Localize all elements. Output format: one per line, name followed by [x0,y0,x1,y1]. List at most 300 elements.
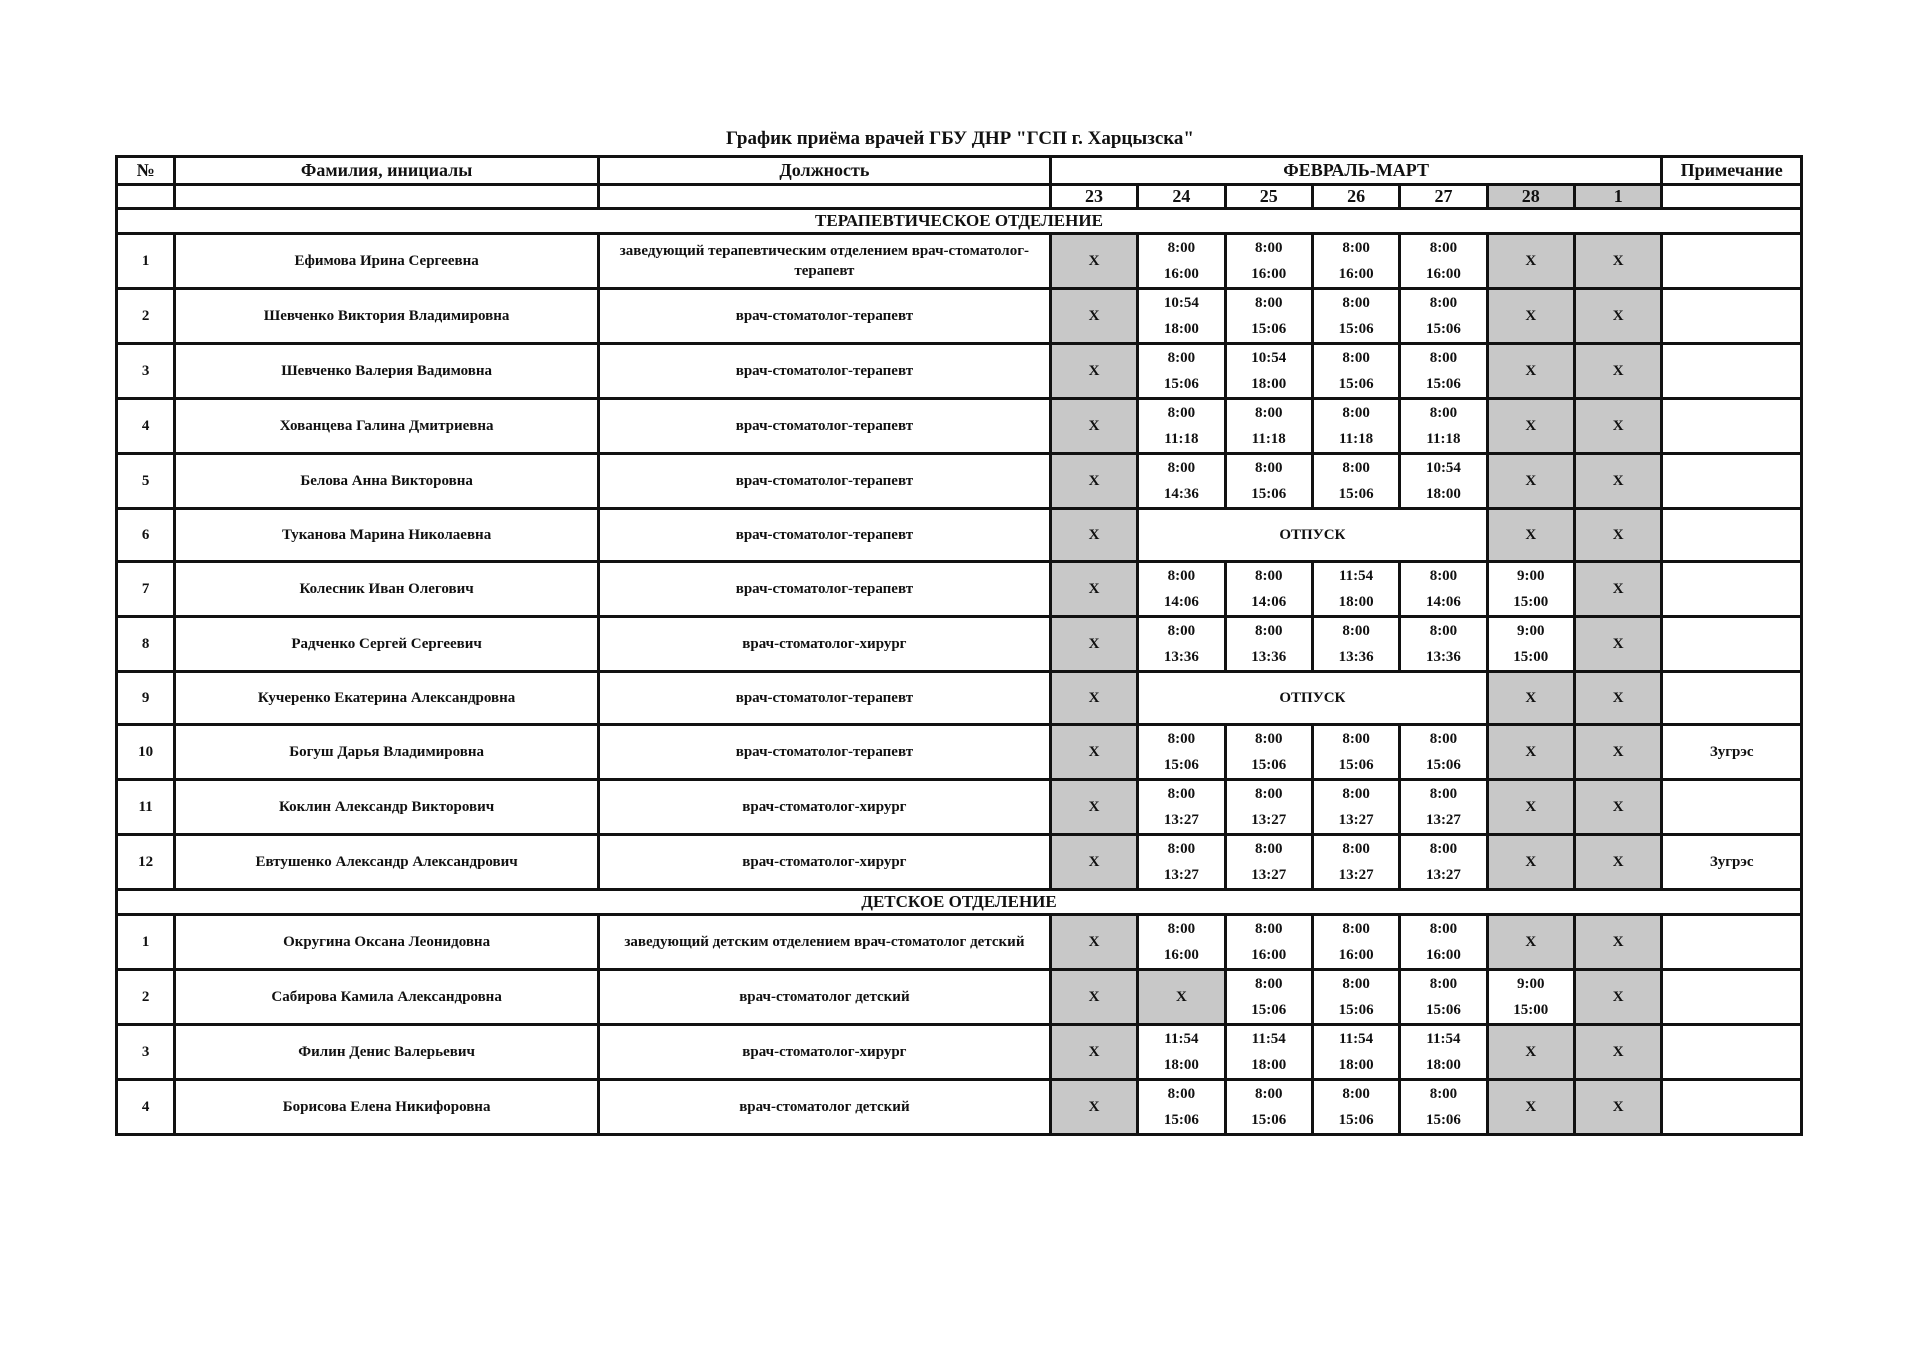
header-blank [598,185,1050,209]
hours-end: 13:27 [1251,812,1287,828]
hours-start: 8:00 [1342,350,1370,366]
header-period: ФЕВРАЛЬ-МАРТ [1050,157,1662,185]
day-off-cell: X [1487,399,1574,454]
hours-start: 8:00 [1342,1086,1370,1102]
hours-end: 18:00 [1338,594,1374,610]
doctor-name: Радченко Сергей Сергеевич [175,617,599,672]
doctor-name: Хованцева Галина Дмитриевна [175,399,599,454]
hours-cell [1400,915,1487,970]
hours-end: 15:06 [1425,1112,1461,1128]
hours-end: 14:06 [1251,594,1287,610]
day-off-cell: X [1138,970,1225,1025]
day-off-cell: X [1574,454,1661,509]
header-blank [117,185,175,209]
hours-start: 8:00 [1342,786,1370,802]
row-number: 9 [117,672,175,725]
hours-end: 14:06 [1163,594,1199,610]
doctor-name: Ефимова Ирина Сергеевна [175,234,599,289]
hours-start: 8:00 [1342,405,1370,421]
day-off-cell: X [1487,344,1574,399]
row-number: 3 [117,1025,175,1080]
day-off-cell: X [1050,725,1137,780]
day-header: 24 [1138,185,1225,209]
hours-end: 15:06 [1425,757,1461,773]
hours-cell [1312,454,1399,509]
section-row [117,209,1802,234]
doctor-name: Колесник Иван Олегович [175,562,599,617]
hours-cell [1312,289,1399,344]
hours-end: 11:18 [1426,431,1461,447]
row-number: 2 [117,289,175,344]
header-position: Должность [598,157,1050,185]
table-row [117,562,1802,617]
day-off-cell: X [1487,780,1574,835]
hours-cell [1225,1025,1312,1080]
hours-start: 8:00 [1254,460,1283,476]
hours-end: 16:00 [1425,266,1461,282]
hours-end: 13:27 [1338,867,1374,883]
hours-end: 13:27 [1425,812,1461,828]
hours-cell [1138,562,1225,617]
day-off-cell: X [1050,1025,1137,1080]
header-blank [1662,185,1802,209]
day-off-cell: X [1574,344,1661,399]
hours-end: 13:27 [1425,867,1461,883]
doctor-position: врач-стоматолог-хирург [598,835,1050,890]
hours-end: 18:00 [1251,376,1287,392]
day-off-cell: X [1574,835,1661,890]
header-name: Фамилия, инициалы [175,157,599,185]
hours-start: 8:00 [1254,841,1283,857]
hours-start: 8:00 [1342,623,1370,639]
hours-start: 10:54 [1425,460,1461,476]
table-row [117,289,1802,344]
hours-cell [1487,562,1574,617]
hours-cell [1225,562,1312,617]
table-row [117,915,1802,970]
hours-end: 16:00 [1163,947,1199,963]
vacation-cell: ОТПУСК [1138,509,1487,562]
hours-end: 16:00 [1163,266,1199,282]
doctor-name: Туканова Марина Николаевна [175,509,599,562]
hours-cell [1225,970,1312,1025]
hours-end: 16:00 [1425,947,1461,963]
row-note [1662,1080,1802,1135]
row-number: 4 [117,1080,175,1135]
doctor-position: врач-стоматолог-хирург [598,1025,1050,1080]
hours-cell [1312,780,1399,835]
hours-end: 13:27 [1163,812,1199,828]
row-number: 12 [117,835,175,890]
doctor-position: врач-стоматолог-терапевт [598,454,1050,509]
hours-start: 10:54 [1163,295,1199,311]
doctor-position: врач-стоматолог-терапевт [598,672,1050,725]
doctor-position: врач-стоматолог-терапевт [598,399,1050,454]
day-off-cell: X [1487,509,1574,562]
row-note [1662,562,1802,617]
hours-cell [1312,617,1399,672]
day-off-cell: X [1050,970,1137,1025]
hours-end: 15:06 [1163,1112,1199,1128]
doctor-name: Евтушенко Александр Александрович [175,835,599,890]
hours-end: 13:27 [1163,867,1199,883]
hours-cell [1400,780,1487,835]
row-number: 8 [117,617,175,672]
hours-cell [1400,1080,1487,1135]
table-row [117,1025,1802,1080]
hours-cell [1312,399,1399,454]
row-number: 3 [117,344,175,399]
hours-end: 16:00 [1338,947,1374,963]
row-note [1662,509,1802,562]
hours-cell [1225,835,1312,890]
row-number: 10 [117,725,175,780]
header-num: № [117,157,175,185]
hours-cell [1225,915,1312,970]
hours-cell [1138,289,1225,344]
hours-end: 13:27 [1251,867,1287,883]
hours-start: 8:00 [1254,786,1283,802]
row-note [1662,672,1802,725]
hours-cell [1138,399,1225,454]
doctor-name: Богуш Дарья Владимировна [175,725,599,780]
hours-start: 8:00 [1342,295,1370,311]
page-title: График приёма врачей ГБУ ДНР "ГСП г. Харцызска" [726,128,1194,149]
day-off-cell: X [1574,780,1661,835]
day-off-cell: X [1050,672,1137,725]
hours-start: 8:00 [1254,568,1283,584]
hours-start: 8:00 [1167,623,1196,639]
day-header: 26 [1312,185,1399,209]
hours-cell [1138,1025,1225,1080]
table-row [117,344,1802,399]
header-days-row [117,185,1802,209]
hours-cell [1400,970,1487,1025]
hours-end: 15:06 [1338,1002,1374,1018]
hours-cell [1138,234,1225,289]
hours-cell [1138,915,1225,970]
day-off-cell: X [1050,234,1137,289]
header-row [117,157,1802,185]
hours-end: 15:00 [1513,649,1549,665]
hours-end: 18:00 [1425,1057,1461,1073]
day-off-cell: X [1050,835,1137,890]
hours-start: 8:00 [1167,460,1196,476]
hours-end: 15:06 [1338,1112,1374,1128]
day-off-cell: X [1574,672,1661,725]
day-header: 28 [1487,185,1574,209]
doctor-position: врач-стоматолог-терапевт [598,562,1050,617]
hours-end: 15:06 [1251,1112,1287,1128]
hours-cell [1400,344,1487,399]
hours-start: 8:00 [1254,921,1283,937]
hours-cell [1400,835,1487,890]
hours-start: 8:00 [1254,295,1283,311]
day-off-cell: X [1050,915,1137,970]
hours-cell [1225,399,1312,454]
row-number: 1 [117,915,175,970]
hours-end: 16:00 [1338,266,1374,282]
hours-end: 16:00 [1251,947,1287,963]
row-note: Зугрэс [1662,725,1802,780]
hours-start: 8:00 [1342,731,1370,747]
hours-cell [1225,344,1312,399]
hours-cell [1138,780,1225,835]
hours-start: 10:54 [1251,350,1287,366]
hours-start: 8:00 [1254,731,1283,747]
day-off-cell: X [1050,780,1137,835]
day-off-cell: X [1574,1080,1661,1135]
hours-start: 8:00 [1429,976,1458,992]
hours-start: 8:00 [1254,623,1283,639]
hours-cell [1400,562,1487,617]
row-note [1662,1025,1802,1080]
hours-cell [1312,915,1399,970]
hours-start: 8:00 [1167,350,1196,366]
day-off-cell: X [1487,1080,1574,1135]
day-header: 1 [1574,185,1661,209]
hours-cell [1400,1025,1487,1080]
day-off-cell: X [1487,454,1574,509]
hours-start: 8:00 [1429,405,1458,421]
day-off-cell: X [1574,970,1661,1025]
day-off-cell: X [1574,562,1661,617]
day-off-cell: X [1487,725,1574,780]
hours-cell [1400,234,1487,289]
doctor-position: заведующий детским отделением врач-стоматолог детский [598,915,1050,970]
hours-start: 11:54 [1426,1031,1461,1047]
hours-end: 15:06 [1425,376,1461,392]
day-off-cell: X [1574,725,1661,780]
table-row [117,509,1802,562]
doctor-name: Сабирова Камила Александровна [175,970,599,1025]
hours-cell [1225,780,1312,835]
hours-end: 15:06 [1338,321,1374,337]
hours-start: 8:00 [1167,1086,1196,1102]
hours-start: 8:00 [1429,568,1458,584]
hours-start: 9:00 [1517,568,1545,584]
hours-start: 8:00 [1167,240,1196,256]
day-header: 23 [1050,185,1137,209]
day-off-cell: X [1574,915,1661,970]
hours-start: 8:00 [1429,240,1458,256]
hours-start: 9:00 [1517,976,1545,992]
hours-start: 8:00 [1254,240,1283,256]
doctor-position: врач-стоматолог-терапевт [598,289,1050,344]
hours-start: 8:00 [1429,731,1458,747]
hours-end: 15:06 [1425,321,1461,337]
doctor-name: Коклин Александр Викторович [175,780,599,835]
day-off-cell: X [1487,1025,1574,1080]
hours-end: 18:00 [1338,1057,1374,1073]
row-note [1662,780,1802,835]
hours-cell [1312,725,1399,780]
row-note [1662,344,1802,399]
hours-start: 8:00 [1342,921,1370,937]
hours-cell [1400,617,1487,672]
doctor-position: врач-стоматолог-терапевт [598,344,1050,399]
schedule-table [115,155,1803,1136]
day-off-cell: X [1050,509,1137,562]
hours-end: 15:06 [1251,757,1287,773]
day-off-cell: X [1487,835,1574,890]
hours-end: 15:06 [1338,486,1374,502]
day-off-cell: X [1574,617,1661,672]
hours-start: 11:54 [1251,1031,1286,1047]
hours-cell [1400,725,1487,780]
row-number: 2 [117,970,175,1025]
hours-start: 11:54 [1164,1031,1199,1047]
hours-end: 13:36 [1251,649,1287,665]
hours-cell [1138,725,1225,780]
hours-end: 11:18 [1164,431,1199,447]
hours-end: 13:36 [1425,649,1461,665]
doctor-position: врач-стоматолог-хирург [598,780,1050,835]
hours-end: 18:00 [1425,486,1461,502]
hours-start: 8:00 [1342,976,1370,992]
hours-cell [1138,835,1225,890]
hours-cell [1312,1025,1399,1080]
hours-end: 15:00 [1513,594,1549,610]
row-note [1662,915,1802,970]
day-off-cell: X [1050,562,1137,617]
doctor-position: врач-стоматолог-терапевт [598,725,1050,780]
row-note [1662,970,1802,1025]
hours-start: 11:54 [1339,568,1374,584]
row-number: 1 [117,234,175,289]
header-note: Примечание [1662,157,1802,185]
hours-cell [1225,617,1312,672]
hours-start: 9:00 [1517,623,1545,639]
hours-cell [1225,234,1312,289]
hours-end: 14:36 [1163,486,1199,502]
row-number: 7 [117,562,175,617]
doctor-name: Шевченко Виктория Владимировна [175,289,599,344]
day-off-cell: X [1050,1080,1137,1135]
hours-cell [1312,562,1399,617]
day-off-cell: X [1050,289,1137,344]
hours-end: 15:06 [1338,376,1374,392]
section-title: ТЕРАПЕВТИЧЕСКОЕ ОТДЕЛЕНИЕ [117,209,1802,234]
section-row [117,890,1802,915]
doctor-position: врач-стоматолог-хирург [598,617,1050,672]
hours-end: 15:06 [1338,757,1374,773]
row-note [1662,399,1802,454]
hours-start: 8:00 [1429,921,1458,937]
hours-end: 18:00 [1163,321,1199,337]
table-row [117,672,1802,725]
hours-start: 8:00 [1429,1086,1458,1102]
row-number: 6 [117,509,175,562]
day-off-cell: X [1487,234,1574,289]
table-row [117,617,1802,672]
hours-start: 8:00 [1167,731,1196,747]
hours-cell [1487,617,1574,672]
table-row [117,399,1802,454]
hours-cell [1312,234,1399,289]
doctor-position: врач-стоматолог детский [598,1080,1050,1135]
day-off-cell: X [1574,509,1661,562]
doctor-name: Округина Оксана Леонидовна [175,915,599,970]
hours-end: 15:06 [1425,1002,1461,1018]
hours-end: 13:36 [1163,649,1199,665]
row-number: 5 [117,454,175,509]
row-note [1662,289,1802,344]
hours-end: 16:00 [1251,266,1287,282]
hours-start: 8:00 [1429,350,1458,366]
hours-cell [1312,344,1399,399]
hours-start: 8:00 [1167,841,1196,857]
hours-cell [1138,454,1225,509]
hours-end: 15:06 [1163,376,1199,392]
hours-cell [1225,454,1312,509]
hours-end: 15:06 [1251,1002,1287,1018]
table-row [117,835,1802,890]
hours-end: 11:18 [1251,431,1286,447]
day-header: 25 [1225,185,1312,209]
hours-start: 8:00 [1167,568,1196,584]
section-title: ДЕТСКОЕ ОТДЕЛЕНИЕ [117,890,1802,915]
day-off-cell: X [1050,617,1137,672]
doctor-position: врач-стоматолог-терапевт [598,509,1050,562]
row-number: 11 [117,780,175,835]
hours-start: 11:54 [1339,1031,1374,1047]
row-note [1662,617,1802,672]
hours-cell [1312,1080,1399,1135]
hours-end: 13:36 [1338,649,1374,665]
hours-start: 8:00 [1254,405,1283,421]
day-off-cell: X [1487,289,1574,344]
hours-end: 18:00 [1251,1057,1287,1073]
row-note [1662,454,1802,509]
hours-cell [1138,1080,1225,1135]
hours-cell [1138,617,1225,672]
hours-end: 15:06 [1163,757,1199,773]
hours-cell [1400,399,1487,454]
hours-cell [1225,725,1312,780]
doctor-name: Борисова Елена Никифоровна [175,1080,599,1135]
hours-start: 8:00 [1167,405,1196,421]
hours-cell [1225,289,1312,344]
hours-start: 8:00 [1254,1086,1283,1102]
day-off-cell: X [1487,672,1574,725]
day-off-cell: X [1050,344,1137,399]
hours-end: 18:00 [1163,1057,1199,1073]
hours-start: 8:00 [1342,841,1370,857]
hours-start: 8:00 [1429,841,1458,857]
day-off-cell: X [1574,399,1661,454]
hours-cell [1312,835,1399,890]
hours-start: 8:00 [1254,976,1283,992]
day-off-cell: X [1050,454,1137,509]
hours-end: 13:27 [1338,812,1374,828]
doctor-name: Шевченко Валерия Вадимовна [175,344,599,399]
row-note [1662,234,1802,289]
schedule-body [117,209,1802,1135]
day-off-cell: X [1574,234,1661,289]
day-header: 27 [1400,185,1487,209]
hours-cell [1487,970,1574,1025]
hours-start: 8:00 [1167,921,1196,937]
hours-cell [1400,454,1487,509]
table-row [117,780,1802,835]
table-row [117,234,1802,289]
table-row [117,1080,1802,1135]
row-number: 4 [117,399,175,454]
hours-start: 8:00 [1167,786,1196,802]
hours-start: 8:00 [1429,786,1458,802]
hours-end: 14:06 [1425,594,1461,610]
